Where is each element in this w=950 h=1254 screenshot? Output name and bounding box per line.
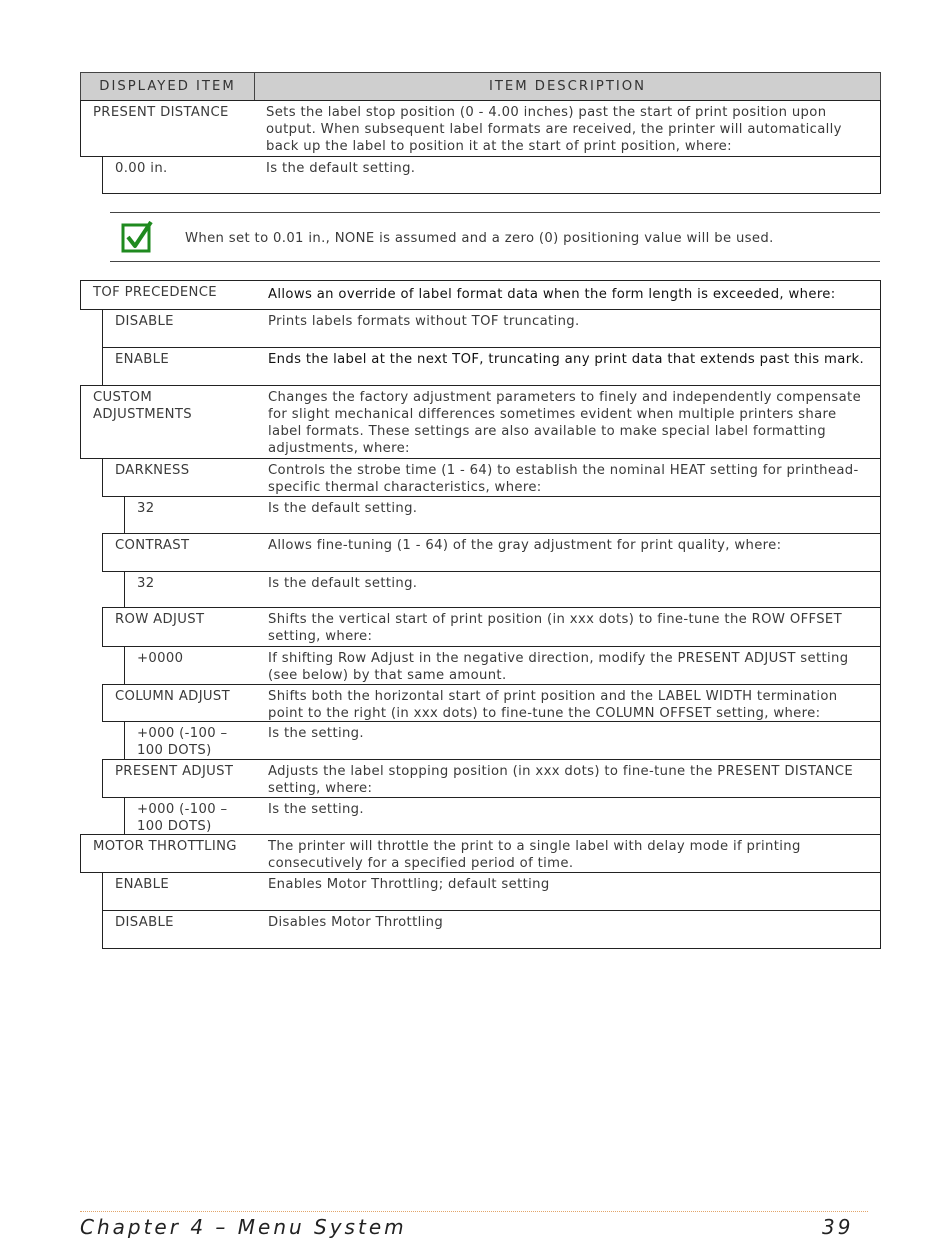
table-row-description: Is the setting.: [256, 721, 881, 760]
table-row-description: The printer will throttle the print to a single label with delay mode if printing consecutively for a specified period of time.: [256, 834, 881, 873]
table-row-description: Is the setting.: [256, 797, 881, 835]
table-row-description: Controls the strobe time (1 - 64) to establish the nominal HEAT setting for printhead-specific thermal characteristics, where:: [256, 458, 881, 497]
table-row-item: CONTRAST: [102, 533, 257, 572]
footer-chapter-title: Chapter 4 – Menu System: [80, 1215, 407, 1239]
table-row-description: Is the default setting.: [256, 496, 881, 534]
table-row-item: ENABLE: [102, 872, 257, 911]
column-header-item-description: ITEM DESCRIPTION: [254, 72, 881, 101]
column-header-displayed-item: DISPLAYED ITEM: [80, 72, 255, 101]
note-bottom-rule: [110, 261, 880, 262]
footer-page-number: 39: [822, 1215, 854, 1239]
table-row-description: Shifts both the horizontal start of print position and the LABEL WIDTH termination point to the right (in xxx dots) to fine-tune the COLUMN OFFSET setting, where:: [256, 684, 881, 722]
table-row-description: Is the default setting.: [256, 571, 881, 608]
table-row-description: Enables Motor Throttling; default setting: [256, 872, 881, 911]
table-row-description: If shifting Row Adjust in the negative direction, modify the PRESENT ADJUST setting (see below) by that same amount.: [256, 646, 881, 685]
table-row-description: Shifts the vertical start of print position (in xxx dots) to fine-tune the ROW OFFSET setting, where:: [256, 607, 881, 647]
table-row-item: PRESENT ADJUST: [102, 759, 257, 798]
table-row-description: Allows an override of label format data when the form length is exceeded, where:: [256, 280, 881, 310]
table-row-description: Disables Motor Throttling: [256, 910, 881, 949]
table-row-item: DARKNESS: [102, 458, 257, 497]
table-row-description: Adjusts the label stopping position (in xxx dots) to fine-tune the PRESENT DISTANCE setting, where:: [256, 759, 881, 798]
table-row-item: 32: [124, 571, 257, 608]
table-row-item: TOF PRECEDENCE: [80, 280, 257, 310]
table-row-item: 32: [124, 496, 257, 534]
table-row-description: Is the default setting.: [254, 156, 881, 194]
table-row-item: CUSTOM ADJUSTMENTS: [80, 385, 257, 459]
table-row-item: MOTOR THROTTLING: [80, 834, 257, 873]
table-row-description: Sets the label stop position (0 - 4.00 inches) past the start of print position upon output. When subsequent label formats are received, the printer will automatically back up the label to position it at the start of print position, where:: [254, 100, 881, 157]
table-row-item: ROW ADJUST: [102, 607, 257, 647]
note-text: When set to 0.01 in., NONE is assumed and a zero (0) positioning value will be used.: [185, 231, 774, 246]
table-row-description: Changes the factory adjustment parameters to finely and independently compensate for slight mechanical differences sometimes evident when multiple printers share label formats. These settings are also available to make special label formatting adjustments, where:: [256, 385, 881, 459]
table-row-item: +0000: [124, 646, 257, 685]
table-row-item: DISABLE: [102, 910, 257, 949]
table-row-item: COLUMN ADJUST: [102, 684, 257, 722]
table-row-description: Ends the label at the next TOF, truncating any print data that extends past this mark.: [256, 347, 881, 386]
table-row-description: Allows fine-tuning (1 - 64) of the gray adjustment for print quality, where:: [256, 533, 881, 572]
note-top-rule: [110, 212, 880, 213]
checkmark-icon: [121, 221, 153, 253]
table-row-item: PRESENT DISTANCE: [80, 100, 255, 157]
table-row-item: ENABLE: [102, 347, 257, 386]
table-row-description: Prints labels formats without TOF truncating.: [256, 309, 881, 348]
table-row-item: DISABLE: [102, 309, 257, 348]
table-row-item: +000 (-100 – 100 DOTS): [124, 797, 257, 835]
table-row-item: 0.00 in.: [102, 156, 255, 194]
table-row-item: +000 (-100 – 100 DOTS): [124, 721, 257, 760]
footer-rule: [80, 1211, 868, 1212]
